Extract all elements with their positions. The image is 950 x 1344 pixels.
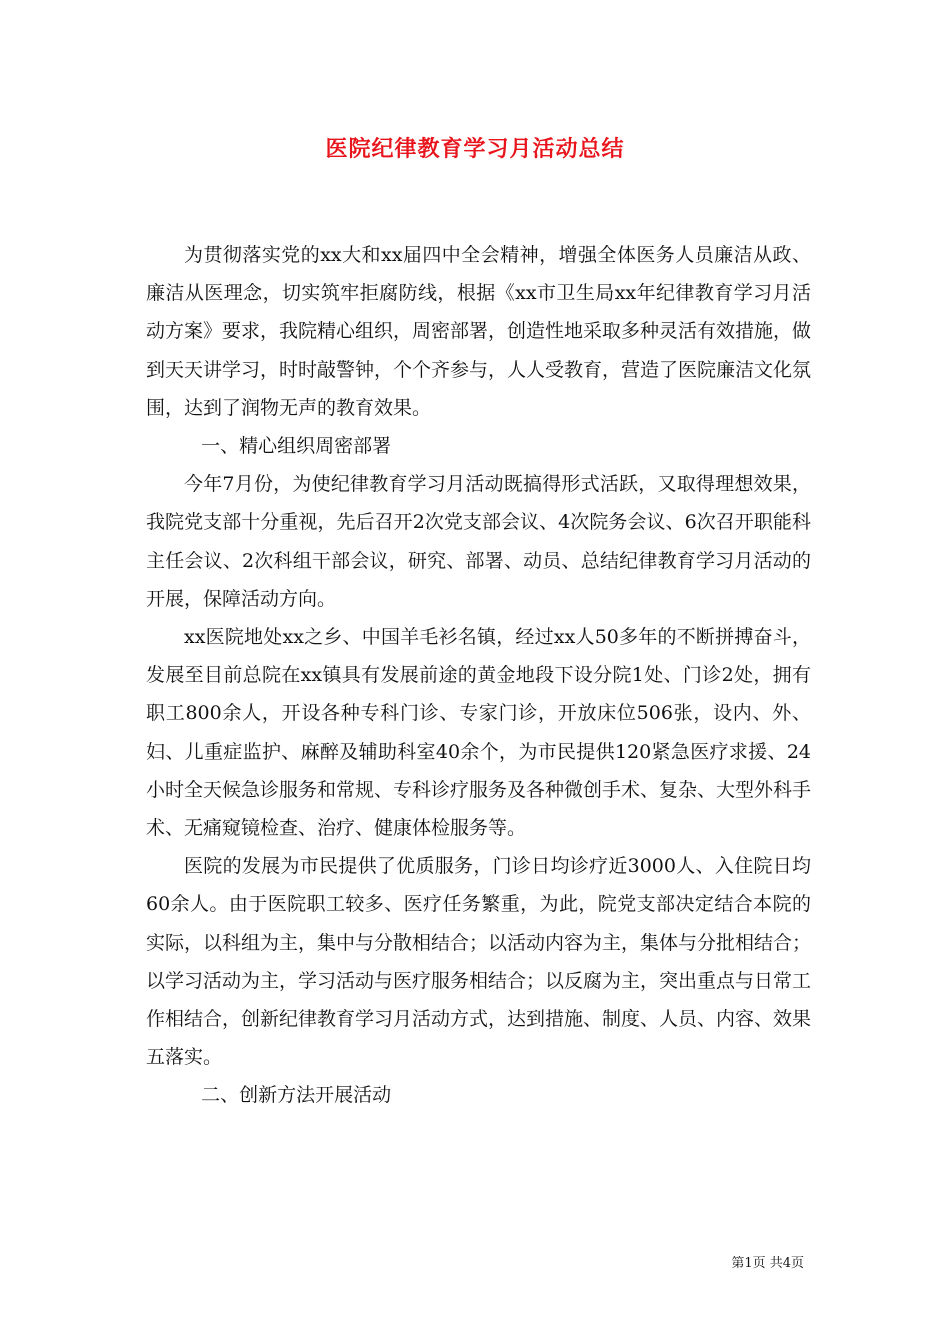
- paragraph-1: 今年7月份，为使纪律教育学习月活动既搞得形式活跃，又取得理想效果，我院党支部十分重视，先后召开2次党支部会议、4次院务会议、6次召开职能科主任会议、2次科组干部会议，研究、部署、动员、总结纪律教育学习月活动的开展，保障活动方向。: [146, 473, 811, 610]
- section-heading-2: 二、创新方法开展活动: [201, 1084, 392, 1107]
- document-title: 医院纪律教育学习月活动总结: [325, 136, 625, 162]
- paragraph-2: xx医院地处xx之乡、中国羊毛衫名镇，经过xx人50多年的不断拼搏奋斗，发展至目前总院在xx镇具有发展前途的黄金地段下设分院1处、门诊2处，拥有职工800余人，开设各种专科门诊、专家门诊，开放床位506张，设内、外、妇、儿重症监护、麻醉及辅助科室40余个，为市民提供120紧急医疗求援、24小时全天候急诊服务和常规、专科诊疗服务及各种微创手术、复杂、大型外科手术、无痛窥镜检查、治疗、健康体检服务等。: [146, 626, 812, 840]
- paragraph-3: 医院的发展为市民提供了优质服务，门诊日均诊疗近3000人、入住院日均60余人。由于医院职工较多、医疗任务繁重，为此，院党支部决定结合本院的实际，以科组为主，集中与分散相结合；以活动内容为主，集体与分批相结合；以学习活动为主，学习活动与医疗服务相结合；以反腐为主，突出重点与日常工作相结合，创新纪律教育学习月活动方式，达到措施、制度、人员、内容、效果五落实。: [146, 855, 812, 1069]
- document-body: [146, 236, 811, 1115]
- section-heading-1: 一、精心组织周密部署: [201, 435, 392, 458]
- page-number-footer: 第1页 共4页: [731, 1256, 804, 1271]
- paragraph-intro: 为贯彻落实党的xx大和xx届四中全会精神，增强全体医务人员廉洁从政、廉洁从医理念，切实筑牢拒腐防线，根据《xx市卫生局xx年纪律教育学习月活动方案》要求，我院精心组织，周密部署，创造性地采取多种灵活有效措施，做到天天讲学习，时时敲警钟，个个齐参与，人人受教育，营造了医院廉洁文化氛围，达到了润物无声的教育效果。: [146, 244, 812, 419]
